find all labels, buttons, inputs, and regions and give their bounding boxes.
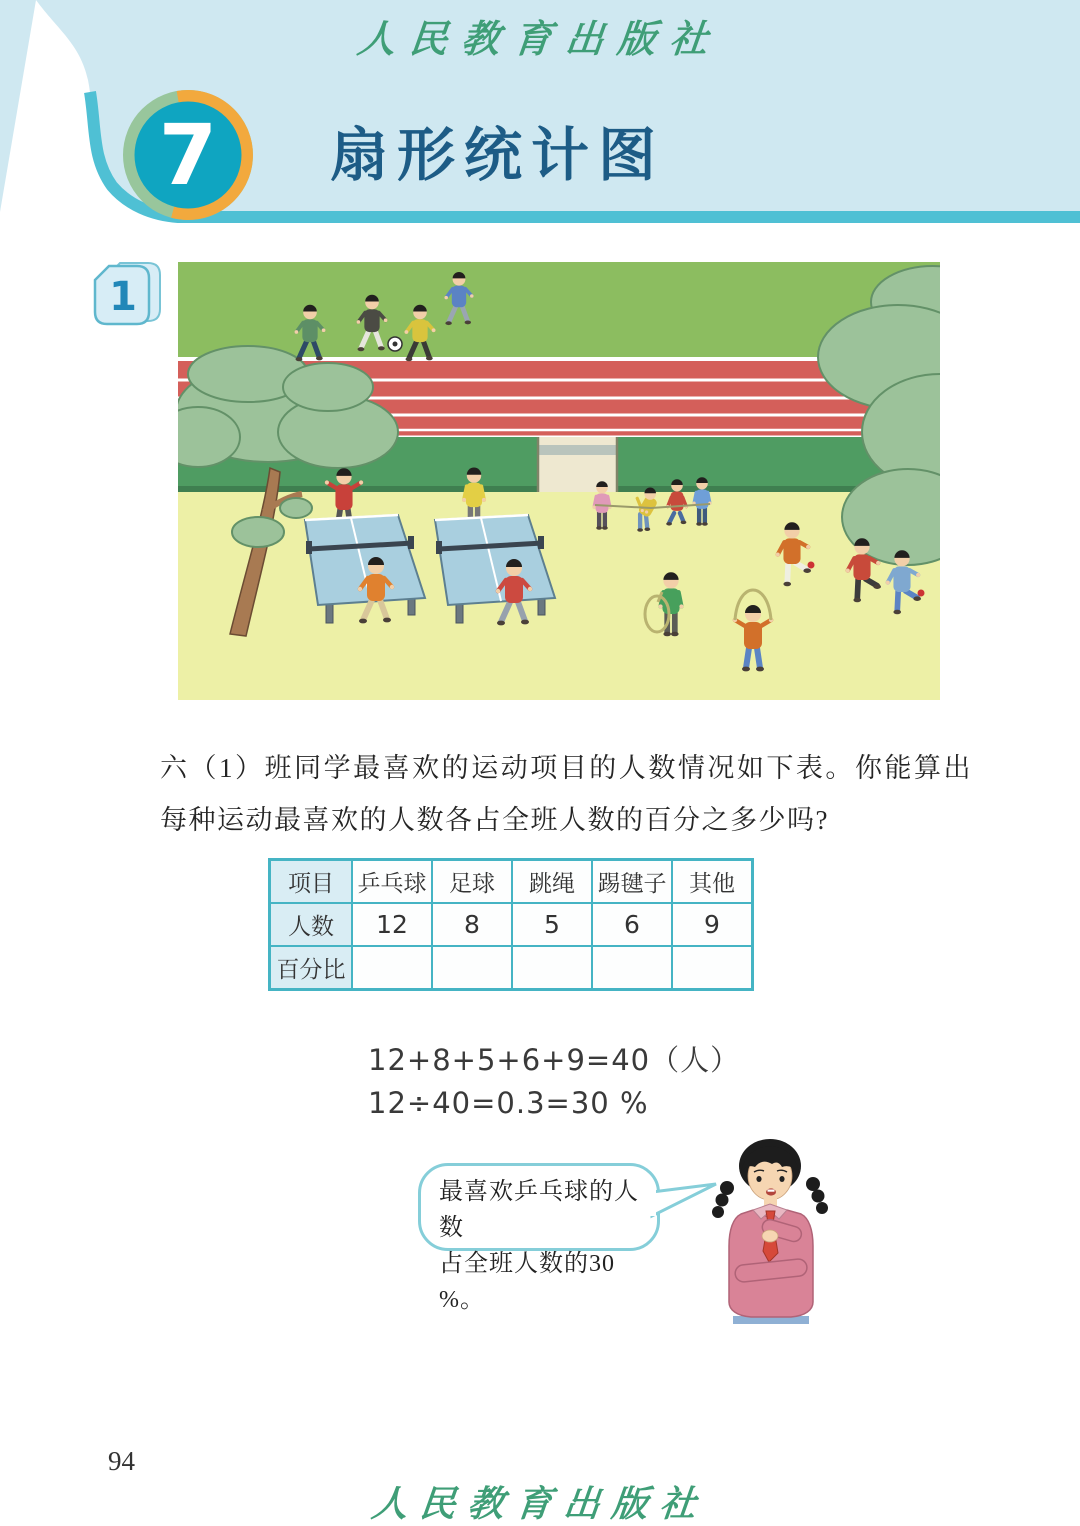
count-cell: 6 xyxy=(592,903,672,946)
page-number: 94 xyxy=(108,1446,135,1476)
percent-cell xyxy=(672,946,753,990)
row-label: 百分比 xyxy=(270,946,353,990)
chapter-circle xyxy=(129,96,247,214)
calculation-line-2: 12÷40=0.3=30 % xyxy=(368,1086,649,1120)
item-cell: 跳绳 xyxy=(512,860,592,904)
soccer-ball xyxy=(388,337,402,351)
publisher-logo-top: 人民教育出版社 xyxy=(355,19,724,61)
calculation-line-1: 12+8+5+6+9=40（人） xyxy=(368,1043,741,1077)
row-label: 人数 xyxy=(270,903,353,946)
item-cell: 踢毽子 xyxy=(592,860,672,904)
data-table xyxy=(268,858,754,991)
percent-cell xyxy=(352,946,432,990)
table-row xyxy=(270,903,753,946)
playground-illustration xyxy=(178,262,940,700)
speech-bubble xyxy=(418,1163,660,1313)
playground-ground xyxy=(178,492,940,700)
chapter-number: 7 xyxy=(158,106,218,204)
count-cell: 9 xyxy=(672,903,753,946)
percent-cell xyxy=(432,946,512,990)
table-row xyxy=(270,860,753,904)
speech-bubble-line: 占全班人数的30 %。 xyxy=(439,1251,615,1313)
item-cell: 其他 xyxy=(672,860,753,904)
problem-text: 六（1）班同学最喜欢的运动项目的人数情况如下表。你能算出每种运动最喜欢的人数各占全班人数的百分之多少吗? xyxy=(160,753,972,835)
speech-bubble-line: 最喜欢乒乓球的人数 xyxy=(439,1179,639,1241)
item-cell: 乒乓球 xyxy=(352,860,432,904)
percent-cell xyxy=(512,946,592,990)
count-cell: 5 xyxy=(512,903,592,946)
percent-cell xyxy=(592,946,672,990)
item-cell: 足球 xyxy=(432,860,512,904)
table-row xyxy=(270,946,753,990)
count-cell: 8 xyxy=(432,903,512,946)
row-label: 项目 xyxy=(270,860,353,904)
example-number: 1 xyxy=(109,274,137,320)
publisher-logo-bottom: 人民教育出版社 xyxy=(369,1484,710,1524)
girl-illustration xyxy=(703,1126,838,1324)
example-badge xyxy=(93,262,163,330)
count-cell: 12 xyxy=(352,903,432,946)
chapter-title: 扇形统计图 xyxy=(330,123,666,188)
